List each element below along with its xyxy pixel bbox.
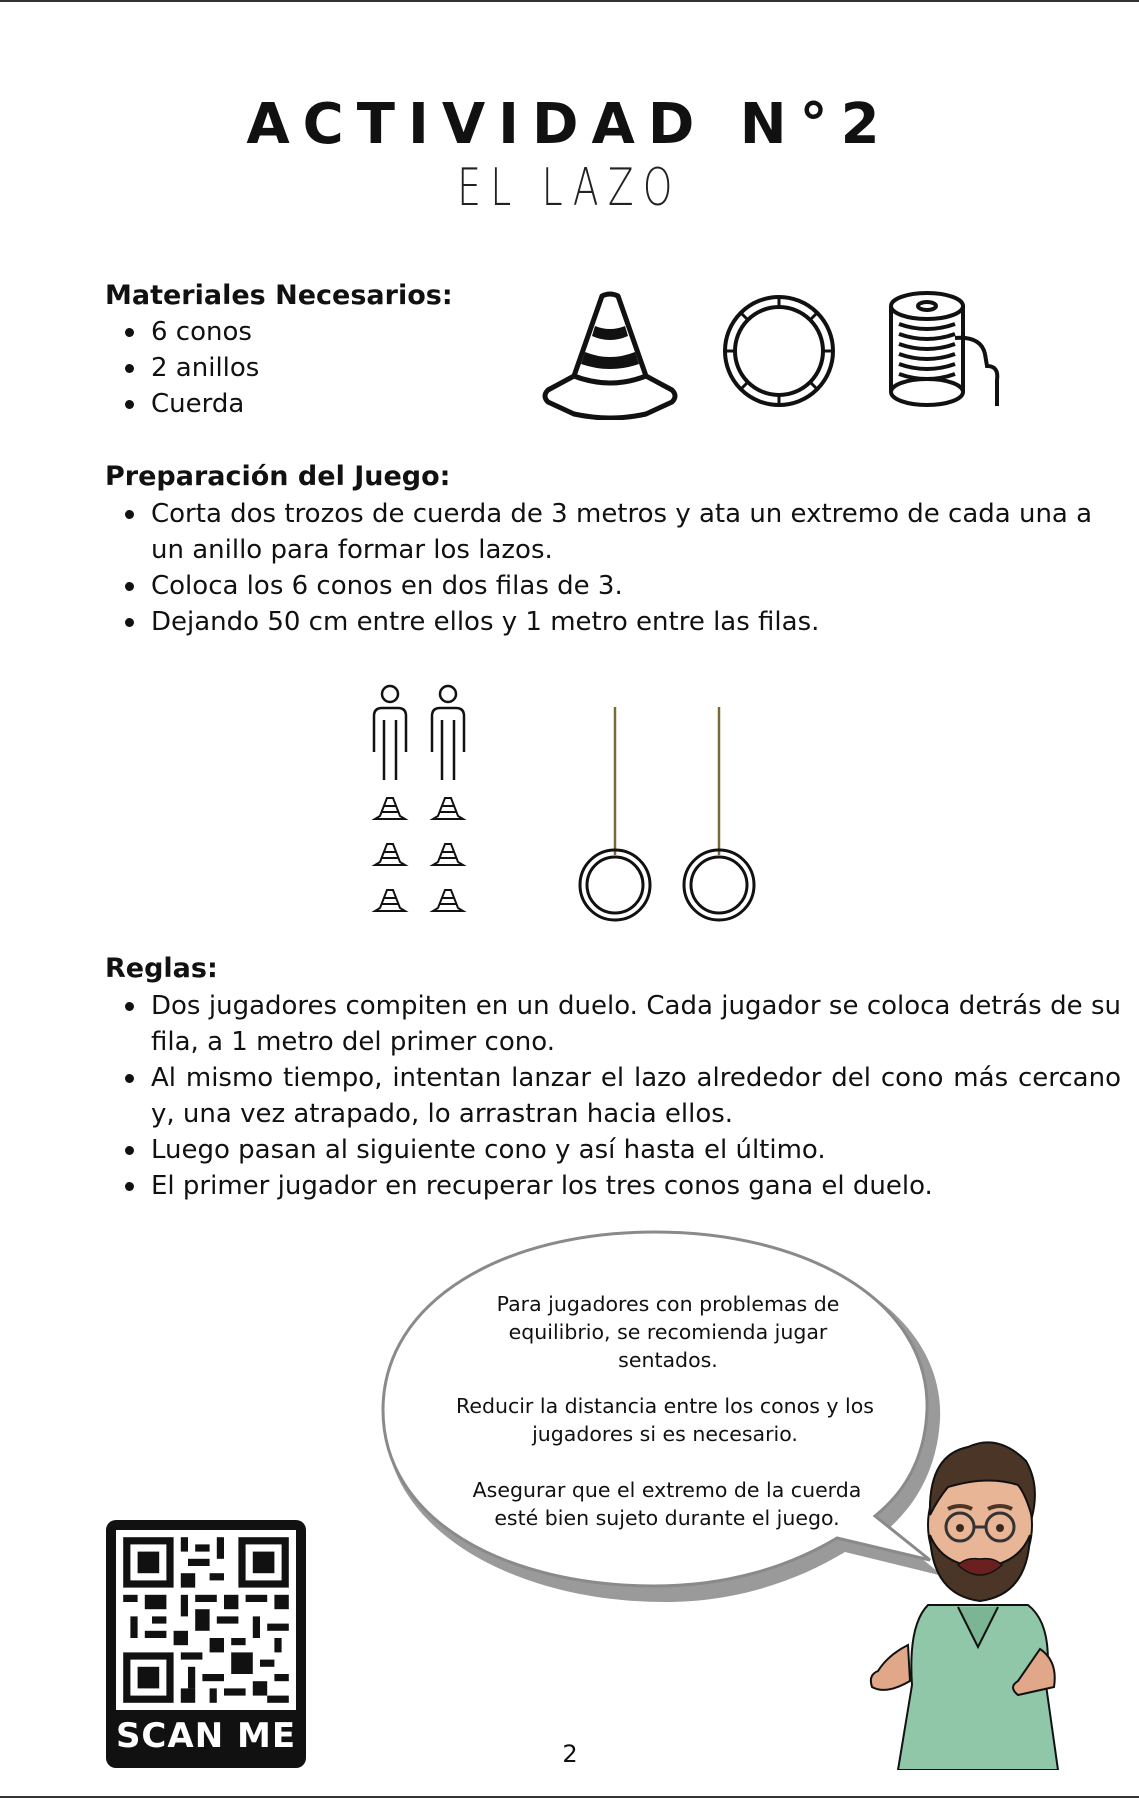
tip-distance: Reducir la distancia entre los conos y los jugadores si es necesario. [456,1394,874,1446]
traffic-cone-icon [433,844,463,865]
rules-heading: Reglas: [105,953,218,984]
list-item: 6 conos [151,314,259,350]
page-title: ACTIVIDAD N°2 [246,92,893,157]
list-item: Dos jugadores compiten en un duelo. Cada jugador se coloca detrás de su fila, a 1 metro del primer cono. [151,988,1121,1060]
list-item: Luego pasan al siguiente cono y así hasta el último. [151,1132,1121,1168]
qr-code-card[interactable] [106,1520,306,1768]
rules-list [105,988,1121,1204]
tip-rope: Asegurar que el extremo de la cuerda esté bien sujeto durante el juego. [472,1478,862,1530]
rope-spool-icon [885,288,1010,413]
list-item: Coloca los 6 conos en dos filas de 3. [151,568,1121,604]
list-item: Dejando 50 cm entre ellos y 1 metro entre las filas. [151,604,1121,640]
traffic-cone-icon [375,844,405,865]
game-setup-diagram [360,680,480,935]
qr-code-icon [116,1530,296,1710]
list-item: El primer jugador en recuperar los tres conos gana el duelo. [151,1168,1121,1204]
list-item: 2 anillos [151,350,259,386]
page-top-border [0,0,1139,2]
traffic-cone-icon [540,290,680,420]
list-item: Al mismo tiempo, intentan lanzar el lazo alrededor del cono más cercano y, una vez atrapado, lo arrastran hacia ellos. [151,1060,1121,1132]
traffic-cone-icon [375,890,405,911]
qr-code-area [116,1530,296,1710]
list-item: Cuerda [151,386,259,422]
page-number: 2 [562,1740,578,1768]
player-icon [432,686,464,780]
tip-balance: Para jugadores con problemas de equilibrio, se recomienda jugar sentados. [496,1292,840,1372]
page-bottom-border [0,1796,1139,1798]
materials-list [105,314,259,422]
traffic-cone-icon [375,798,405,819]
traffic-cone-icon [433,798,463,819]
materials-heading: Materiales Necesarios: [105,280,453,311]
ring-icon [580,850,650,920]
traffic-cone-icon [433,890,463,911]
preparation-heading: Preparación del Juego: [105,461,451,492]
preparation-list [105,496,1121,640]
avatar [868,1425,1088,1770]
lasso-diagram [570,705,760,925]
ring-icon [720,292,838,410]
ring-icon [684,850,754,920]
scan-me-label: SCAN ME [115,1716,297,1756]
player-icon [374,686,406,780]
list-item: Corta dos trozos de cuerda de 3 metros y ata un extremo de cada una a un anillo para formar los lazos. [151,496,1121,568]
page-subtitle: EL LAZO [457,158,682,218]
